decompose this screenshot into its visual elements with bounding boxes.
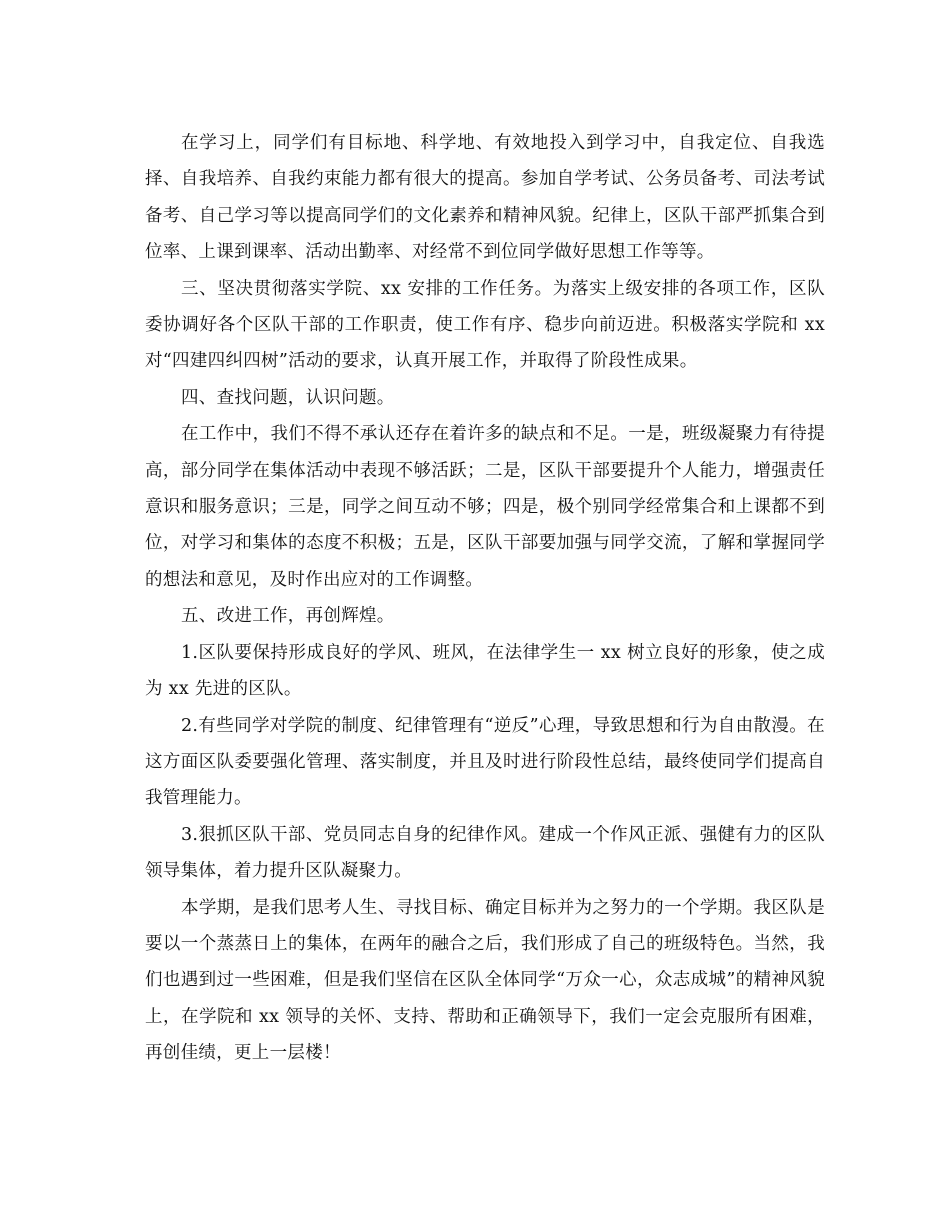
list-item-2: 2.有些同学对学院的制度、纪律管理有“逆反”心理，导致思想和行为自由散漫。在这方面区队委要强化管理、落实制度，并且及时进行阶段性总结，最终使同学们提高自我管理能力。 — [145, 715, 825, 809]
heading-section-five: 五、改进工作，再创辉煌。 — [181, 606, 395, 627]
list-item-3: 3.狠抓区队干部、党员同志自身的纪律作风。建成一个作风正派、强健有力的区队领导集体，着力提升区队凝聚力。 — [145, 824, 825, 882]
paragraph-conclusion: 本学期，是我们思考人生、寻找目标、确定目标并为之努力的一个学期。我区队是要以一个蒸蒸日上的集体，在两年的融合之后，我们形成了自己的班级特色。当然，我们也遇到过一些困难，但是我们坚信在区队全体同学“万众一心，众志成城”的精神风貌上，在学院和 xx 领导的关怀、支持、帮助和正确领导下，我们一定会克服所有困难，再创佳绩，更上一层楼！ — [145, 897, 825, 1064]
heading-section-four: 四、查找问题，认识问题。 — [181, 387, 395, 408]
paragraph-study: 在学习上，同学们有目标地、科学地、有效地投入到学习中，自我定位、自我选择、自我培养、自我约束能力都有很大的提高。参加自学考试、公务员备考、司法考试备考、自己学习等以提高同学们的文化素养和精神风貌。纪律上，区队干部严抓集合到位率、上课到课率、活动出勤率、对经常不到位同学做好思想工作等等。 — [145, 133, 825, 263]
list-item-1: 1.区队要保持形成良好的学风、班风，在法律学生一 xx 树立良好的形象，使之成为 xx 先进的区队。 — [145, 642, 825, 700]
paragraph-problems: 在工作中，我们不得不承认还存在着许多的缺点和不足。一是，班级凝聚力有待提高，部分同学在集体活动中表现不够活跃；二是，区队干部要提升个人能力，增强责任意识和服务意识；三是，同学之间互动不够；四是，极个别同学经常集合和上课都不到位，对学习和集体的态度不积极；五是，区队干部要加强与同学交流，了解和掌握同学的想法和意见，及时作出应对的工作调整。 — [145, 424, 825, 590]
paragraph-section-three: 三、坚决贯彻落实学院、xx 安排的工作任务。为落实上级安排的各项工作，区队委协调好各个区队干部的工作职责，使工作有序、稳步向前迈进。积极落实学院和 xx 对“四建四纠四树”活动的要求，认真开展工作，并取得了阶段性成果。 — [145, 278, 825, 372]
document-body — [145, 125, 825, 1072]
